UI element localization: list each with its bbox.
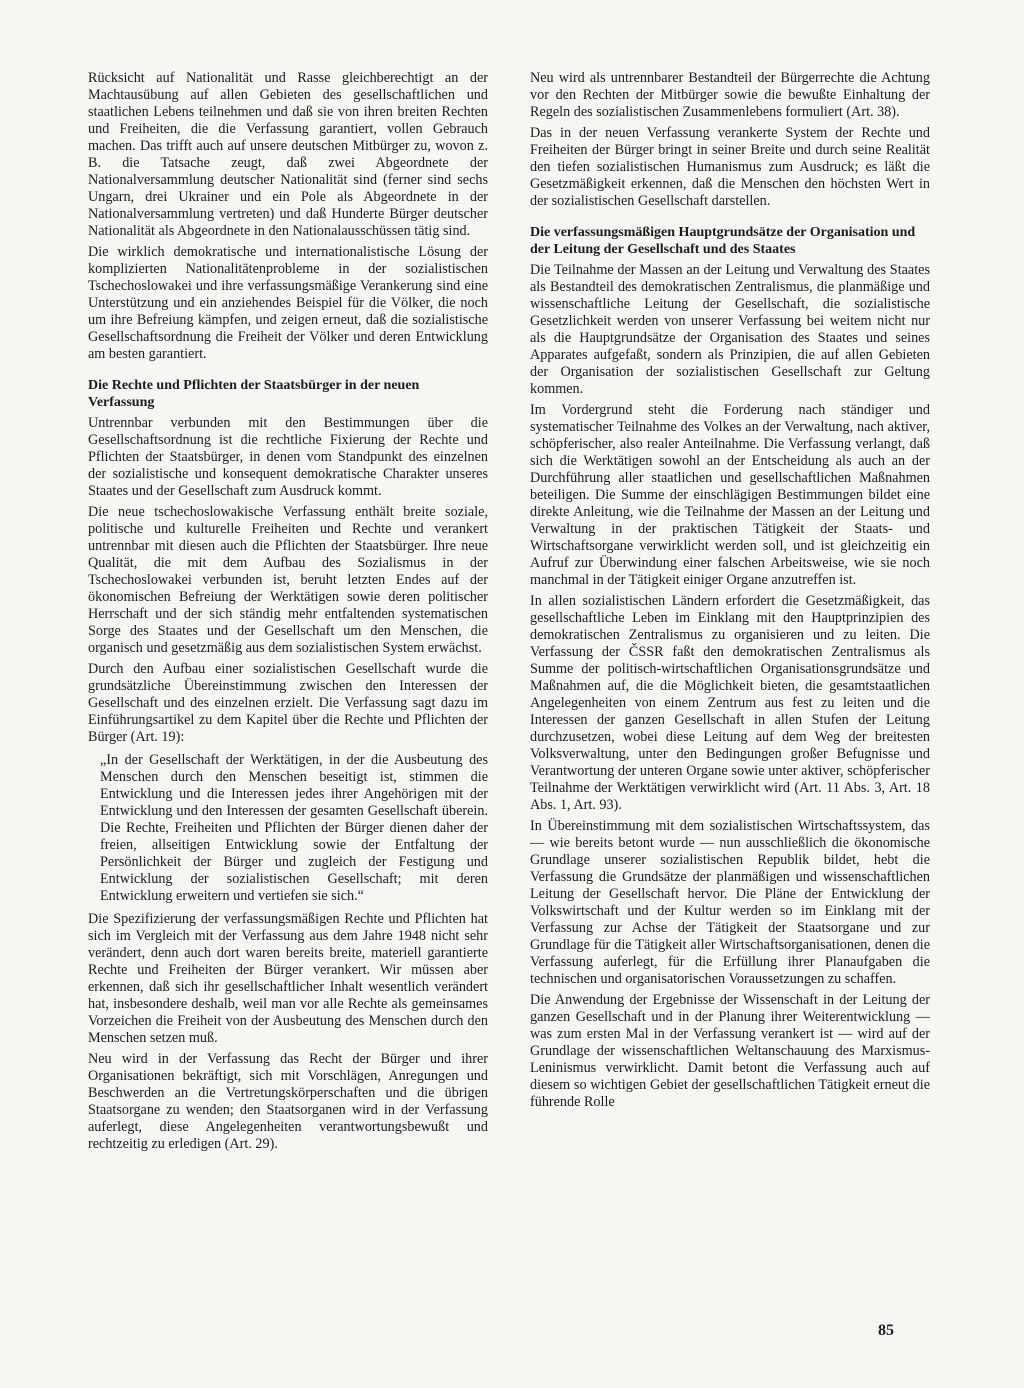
paragraph: Die Teilnahme der Massen an der Leitung und Verwaltung des Staates als Bestandteil des demokratischen Zentralismus, die planmäßige und wissenschaftliche Leitung der Gesellschaft, die sozialistische Gesetzlichkeit werden von unserer Verfassung bei weitem nicht nur als die Hauptgrundsätze der Organisation des Staates und seines Apparates aufgefaßt, sondern als Prinzipien, die auf allen Gebieten der Organisation der sozialistischen Gesellschaft zur Geltung kommen. bbox=[530, 262, 930, 397]
paragraph: Die Anwendung der Ergebnisse der Wissenschaft in der Leitung der ganzen Gesellschaft und in der Planung ihrer Weiterentwicklung — was zum ersten Mal in der Verfassung verankert ist — wird auf der Grundlage der wissenschaftlichen Weltanschauung des Marxismus-Leninismus verwirklicht. Damit betont die Verfassung auch auf diesem so wichtigen Gebiet der gesellschaftlichen Tätigkeit erneut die führende Rolle bbox=[530, 992, 930, 1110]
quote-text: „In der Gesellschaft der Werktätigen, in der die Ausbeutung des Menschen durch den Menschen beseitigt ist, stimmen die Entwicklung und die Interessen jedes ihrer Angehörigen mit der Entwicklung und den Interessen der gesamten Gesellschaft überein. Die Rechte, Freiheiten und Pflichten der Bürger dienen daher der freien, allseitigen Entwicklung sowie der Entfaltung der Persönlichkeit der Bürger und zugleich der Festigung und Entwicklung der sozialistischen Gesellschaft; mit deren Entwicklung erweitern und vertiefen sie sich.“ bbox=[100, 752, 488, 904]
paragraph: Die Spezifizierung der verfassungsmäßigen Rechte und Pflichten hat sich im Vergleich mit der Verfassung aus dem Jahre 1948 nicht sehr verändert, denn auch dort waren bereits breite, materiell garantierte Rechte und Freiheiten der Bürger verankert. Wir müssen aber erkennen, daß sich ihr gesellschaftlicher Inhalt wesentlich verändert hat, insbesondere deshalb, weil man vor alle Rechte als gemeinsames Vorzeichen die Freiheit von der Ausbeutung des Menschen durch den Menschen setzen muß. bbox=[88, 911, 488, 1046]
paragraph: Untrennbar verbunden mit den Bestimmungen über die Gesellschaftsordnung ist die rechtliche Fixierung der Rechte und Pflichten der Staatsbürger, in denen vom Standpunkt des einzelnen der sozialistische und konsequent demokratische Charakter unseres Staates und der Gesellschaft zum Ausdruck kommt. bbox=[88, 415, 488, 499]
paragraph: Neu wird als untrennbarer Bestandteil der Bürgerrechte die Achtung vor den Rechten der Mitbürger sowie die bewußte Einhaltung der Regeln des sozialistischen Zusammenlebens formuliert (Art. 38). bbox=[530, 70, 930, 120]
paragraph: In allen sozialistischen Ländern erfordert die Gesetzmäßigkeit, das gesellschaftliche Leben im Einklang mit den Hauptprinzipien des demokratischen Zentralismus zu organisieren und zu leiten. Die Verfassung der ČSSR faßt den demokratischen Zentralismus als Summe der politisch-wirtschaftlichen Organisationsgrundsätze und Maßnahmen auf, die die Möglichkeit bieten, die gesamtstaatlichen Angelegenheiten von einem Zentrum aus fest zu leiten und die Interessen der ganzen Gesellschaft in allen Stufen der Leitung durchzusetzen, wobei diese Leitung auf dem Weg der breitesten Volksverwaltung, unter den Bedingungen großer Befugnisse und Verantwortung der unteren Organe sowie unter aktiver, schöpferischer Teilnahme der Werktätigen verwirklicht wird (Art. 11 Abs. 3, Art. 18 Abs. 1, Art. 93). bbox=[530, 593, 930, 813]
section-heading: Die Rechte und Pflichten der Staatsbürger in der neuen Verfassung bbox=[88, 378, 420, 410]
paragraph: Die neue tschechoslowakische Verfassung enthält breite soziale, politische und kulturelle Freiheiten und Rechte und verankert untrennbar mit diesen auch die Pflichten der Staatsbürger. Ihre neue Qualität, die mit dem Aufbau des Sozialismus in der Tschechoslowakei verbunden ist, beruht letzten Endes auf der ökonomischen Befreiung der Werktätigen sowie deren politischer Herrschaft und der sich ständig mehr entfaltenden systematischen Sorge des Staates und der Gesellschaft um den Menschen, die organisch und gesetzmäßig aus dem sozialistischen System erwächst. bbox=[88, 504, 488, 656]
section-heading: Die verfassungsmäßigen Hauptgrundsätze der Organisation und der Leitung der Gesellschaft und des Staates bbox=[530, 225, 916, 257]
paragraph: Rücksicht auf Nationalität und Rasse gleichberechtigt an der Machtausübung auf allen Gebieten des gesellschaftlichen und staatlichen Lebens teilnehmen und daß sie von ihren breiten Rechten und Freiheiten, die die Verfassung garantiert, vollen Gebrauch machen. Das trifft auch auf unsere deutschen Mitbürger zu, wovon z. B. die Tatsache zeugt, daß zwei Abgeordnete der Nationalversammlung deutscher Nationalität sind (ferner sind sechs Ungarn, drei Ukrainer und ein Pole als Abgeordnete in der Nationalversammlung vertreten) und daß Hunderte Bürger deutscher Nationalität als Abgeordnete in den Nationalausschüssen tätig sind. bbox=[88, 70, 488, 239]
right-column bbox=[530, 70, 930, 1115]
page-number: 85 bbox=[878, 1322, 894, 1339]
paragraph: Durch den Aufbau einer sozialistischen Gesellschaft wurde die grundsätzliche Übereinstimmung zwischen den Interessen der Gesellschaft und des einzelnen erzielt. Die Verfassung sagt dazu im Einführungsartikel zu dem Kapitel über die Rechte und Pflichten der Bürger (Art. 19): bbox=[88, 661, 488, 745]
paragraph: Im Vordergrund steht die Forderung nach ständiger und systematischer Teilnahme des Volkes an der Verwaltung, nach aktiver, schöpferischer, also realer Anteilnahme. Die Verfassung verlangt, daß sich die Werktätigen sowohl an der Entscheidung als auch an der Durchführung aller staatlichen und gesellschaftlichen Maßnahmen beteiligen. Die Summe der einschlägigen Bestimmungen bildet eine direkte Anleitung, wie die Teilnahme der Massen an der Leitung und Verwaltung in der praktischen Tätigkeit der Staats- und Wirtschaftsorgane verwirklicht werden soll, und ist gleichzeitig ein Aufruf zur Überwindung einer falschen Arbeitsweise, wie sie noch manchmal in der Tätigkeit einiger Organe anzutreffen ist. bbox=[530, 402, 930, 588]
block-quote bbox=[100, 752, 488, 905]
paragraph: Das in der neuen Verfassung verankerte System der Rechte und Freiheiten der Bürger bringt in seiner Breite und durch seine Realität den tiefen sozialistischen Humanismus zum Ausdruck; es läßt die Gesetzmäßigkeit erkennen, daß die Menschen den höchsten Wert in der sozialistischen Gesellschaft darstellen. bbox=[530, 125, 930, 209]
paragraph: In Übereinstimmung mit dem sozialistischen Wirtschaftssystem, das — wie bereits betont wurde — nun ausschließlich die ökonomische Grundlage unserer sozialistischen Republik bildet, hebt die Verfassung die Grundsätze der planmäßigen und wissenschaftlichen Leitung der Gesellschaft hervor. Die Pläne der Entwicklung der Volkswirtschaft und der Kultur werden so im Einklang mit der Verfassung zur Achse der Tätigkeit der Staatsorgane und zur Grundlage für die Tätigkeit aller Wirtschaftsorganisationen, denen die Verfassung auferlegt, für die Erfüllung ihrer Planaufgaben die technischen und organisatorischen Voraussetzungen zu schaffen. bbox=[530, 818, 930, 987]
paragraph: Neu wird in der Verfassung das Recht der Bürger und ihrer Organisationen bekräftigt, sich mit Vorschlägen, Anregungen und Beschwerden an die Vertretungskörperschaften und die übrigen Staatsorgane zu wenden; den Staatsorganen wird in der Verfassung auferlegt, diese Angelegenheiten verantwortungsbewußt und rechtzeitig zu erledigen (Art. 29). bbox=[88, 1051, 488, 1152]
left-column bbox=[88, 70, 488, 1157]
paragraph: Die wirklich demokratische und internationalistische Lösung der komplizierten Nationalitätenprobleme in der sozialistischen Tschechoslowakei und ihre verfassungsmäßige Verankerung sind eine Unterstützung und ein anziehendes Beispiel für die Völker, die noch um ihre Befreiung kämpfen, und zeigen erneut, daß die sozialistische Gesellschaftsordnung die Freiheit der Völker und deren Entwicklung am besten garantiert. bbox=[88, 244, 488, 362]
